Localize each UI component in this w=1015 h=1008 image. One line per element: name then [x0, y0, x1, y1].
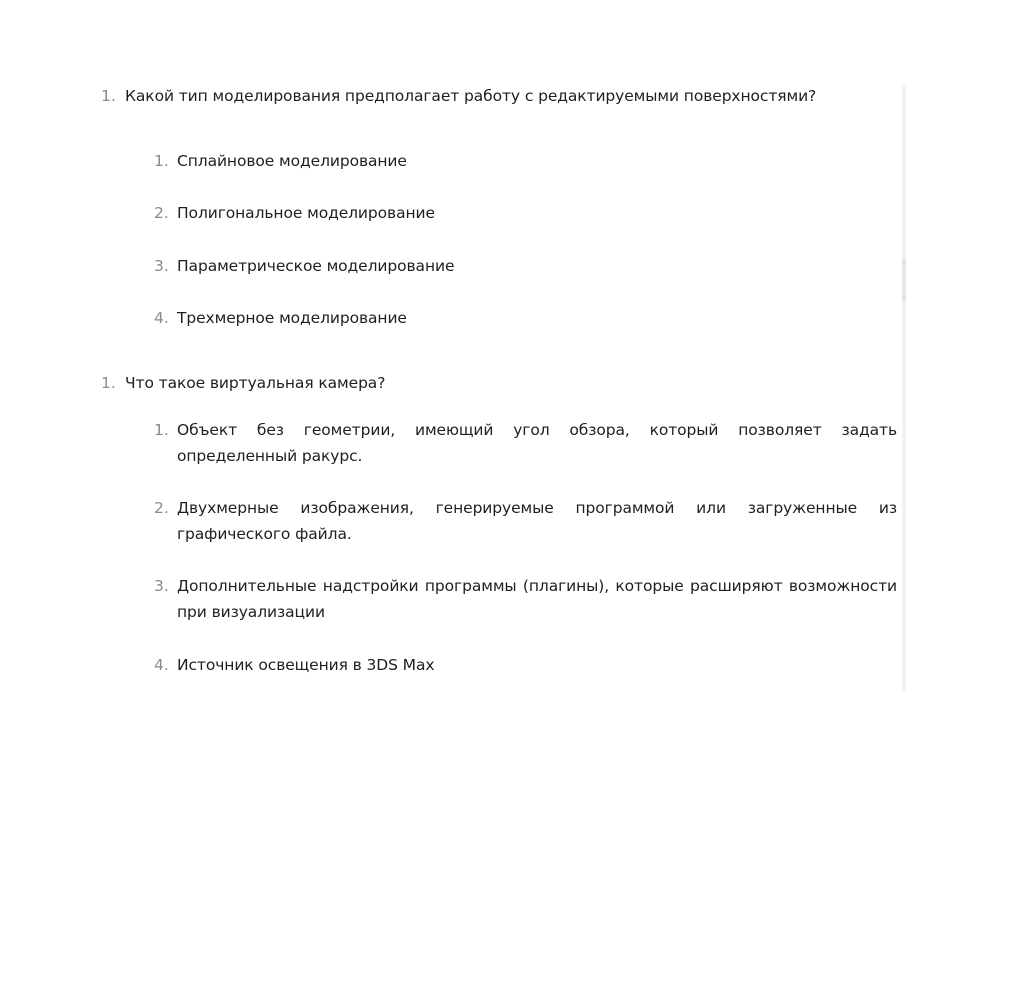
- question-number: 1.: [101, 87, 116, 105]
- option-text: Дополнительные надстройки программы (плагины), которые расширяют возможности при визуализации: [177, 577, 897, 621]
- option-text: Двухмерные изображения, генерируемые программой или загруженные из графического файла.: [177, 499, 897, 543]
- option-number: 3.: [154, 577, 169, 595]
- scrollbar-thumb[interactable]: [902, 258, 906, 302]
- question-number: 1.: [101, 374, 116, 392]
- option-text: Параметрическое моделирование: [177, 257, 455, 275]
- option-number: 4.: [154, 309, 169, 327]
- option-number: 2.: [154, 499, 169, 517]
- option-number: 4.: [154, 656, 169, 674]
- question-text: Что такое виртуальная камера?: [125, 374, 386, 392]
- option-number: 1.: [154, 421, 169, 439]
- option-number: 2.: [154, 204, 169, 222]
- option-text: Полигональное моделирование: [177, 204, 435, 222]
- question-text: Какой тип моделирования предполагает работу с редактируемыми поверхностями?: [125, 87, 817, 105]
- option-text: Объект без геометрии, имеющий угол обзора, который позволяет задать определенный ракурс.: [177, 421, 897, 465]
- scrollbar-track[interactable]: [902, 86, 906, 692]
- option-text: Источник освещения в 3DS Max: [177, 656, 435, 674]
- option-text: Трехмерное моделирование: [177, 309, 407, 327]
- option-text: Сплайновое моделирование: [177, 152, 407, 170]
- option-number: 3.: [154, 257, 169, 275]
- option-number: 1.: [154, 152, 169, 170]
